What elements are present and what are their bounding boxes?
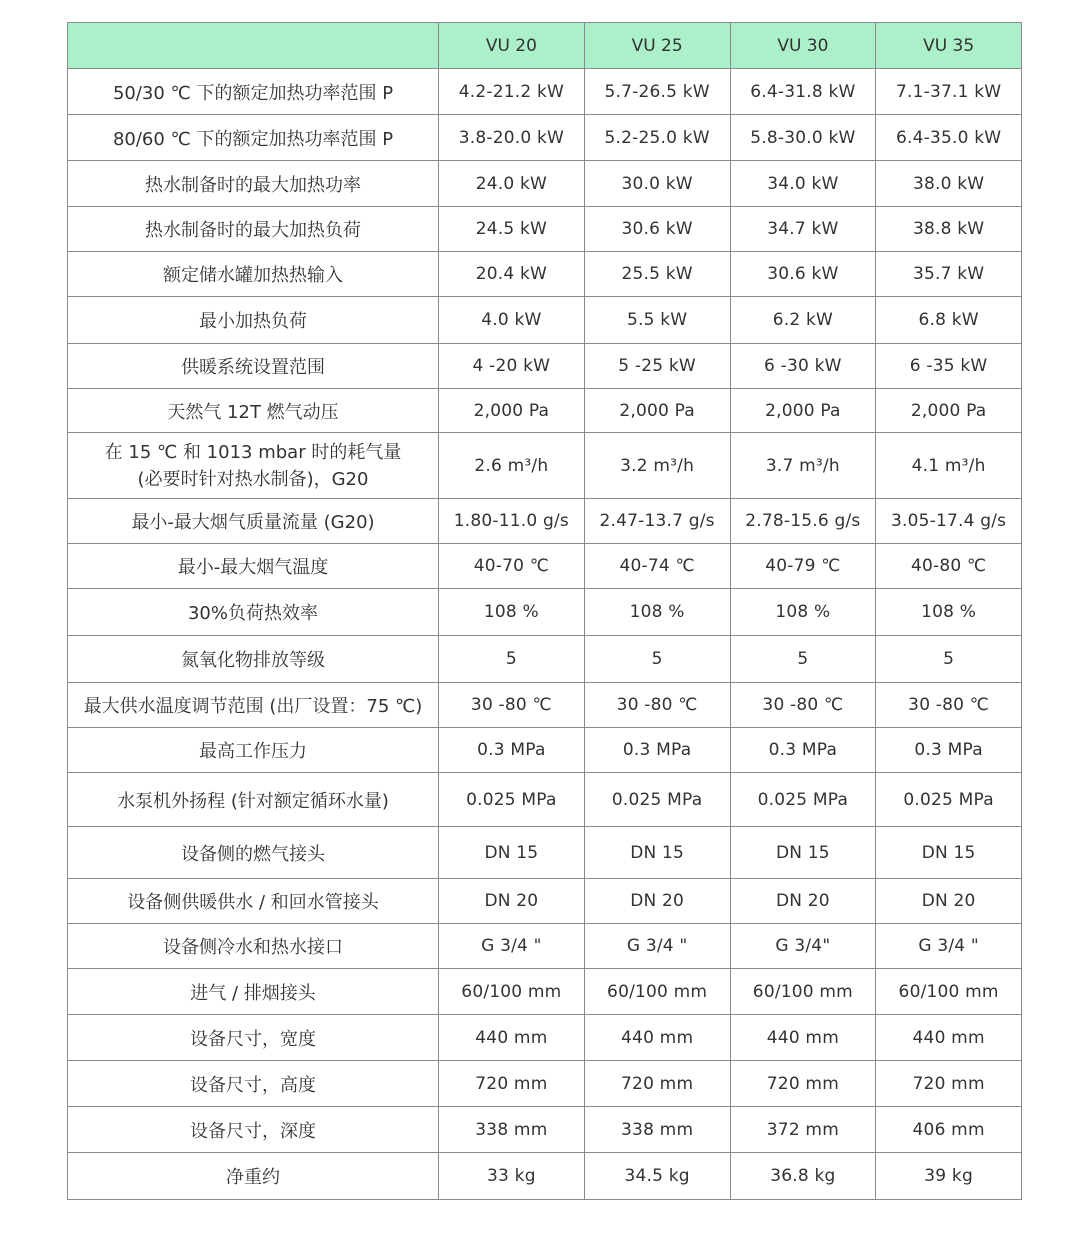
row-value-cell: 5 xyxy=(876,636,1022,683)
row-value-cell: 0.3 MPa xyxy=(730,728,876,773)
table-row xyxy=(68,115,1022,161)
row-value-cell: 7.1-37.1 kW xyxy=(876,69,1022,115)
row-value-cell: G 3/4 " xyxy=(876,924,1022,969)
row-label: 设备尺寸，深度 xyxy=(68,1107,439,1153)
row-value-cell: 406 mm xyxy=(876,1107,1022,1153)
row-label: 最小加热负荷 xyxy=(68,297,439,344)
table-row xyxy=(68,389,1022,433)
row-value-cell: 3.2 m³/h xyxy=(584,433,730,499)
row-value-cell: 4.2-21.2 kW xyxy=(439,69,585,115)
row-value-cell: 720 mm xyxy=(876,1061,1022,1107)
row-value-cell: DN 15 xyxy=(730,827,876,879)
row-label: 最大供水温度调节范围 (出厂设置：75 ℃) xyxy=(68,683,439,728)
row-value-cell: 5 xyxy=(730,636,876,683)
row-value-cell: 4.0 kW xyxy=(439,297,585,344)
row-value-cell: 24.5 kW xyxy=(439,207,585,252)
row-value-cell: 720 mm xyxy=(730,1061,876,1107)
table-row xyxy=(68,207,1022,252)
table-row xyxy=(68,1015,1022,1061)
row-value-cell: 108 % xyxy=(876,589,1022,636)
row-value-cell: 720 mm xyxy=(439,1061,585,1107)
table-body xyxy=(68,69,1022,1200)
row-value-cell: 2.47-13.7 g/s xyxy=(584,499,730,544)
row-value-cell: 2,000 Pa xyxy=(876,389,1022,433)
row-value-cell: 38.0 kW xyxy=(876,161,1022,207)
header-row xyxy=(68,23,1022,69)
row-label: 热水制备时的最大加热负荷 xyxy=(68,207,439,252)
row-value-cell: 4 -20 kW xyxy=(439,344,585,389)
table-header xyxy=(68,23,1022,69)
row-value-cell: 0.3 MPa xyxy=(584,728,730,773)
row-value-cell: 30 -80 ℃ xyxy=(876,683,1022,728)
row-value-cell: 30.6 kW xyxy=(730,252,876,297)
row-label: 净重约 xyxy=(68,1153,439,1200)
row-label: 最高工作压力 xyxy=(68,728,439,773)
row-label: 最小-最大烟气温度 xyxy=(68,544,439,589)
row-value-cell: 3.7 m³/h xyxy=(730,433,876,499)
row-value-cell: 60/100 mm xyxy=(876,969,1022,1015)
row-value-cell: 440 mm xyxy=(876,1015,1022,1061)
row-value-cell: 30 -80 ℃ xyxy=(584,683,730,728)
row-value-cell: 372 mm xyxy=(730,1107,876,1153)
table-row xyxy=(68,344,1022,389)
row-value-cell: 30.0 kW xyxy=(584,161,730,207)
table-row xyxy=(68,1107,1022,1153)
row-value-cell: DN 15 xyxy=(439,827,585,879)
row-label: 热水制备时的最大加热功率 xyxy=(68,161,439,207)
row-label: 最小-最大烟气质量流量 (G20) xyxy=(68,499,439,544)
row-value-cell: 0.025 MPa xyxy=(876,773,1022,827)
row-value-cell: 40-80 ℃ xyxy=(876,544,1022,589)
table-row xyxy=(68,924,1022,969)
row-value-cell: 2,000 Pa xyxy=(730,389,876,433)
row-value-cell: 5 xyxy=(439,636,585,683)
table-row xyxy=(68,636,1022,683)
row-value-cell: 60/100 mm xyxy=(439,969,585,1015)
row-value-cell: 338 mm xyxy=(584,1107,730,1153)
row-value-cell: 4.1 m³/h xyxy=(876,433,1022,499)
row-value-cell: 0.3 MPa xyxy=(439,728,585,773)
table-row xyxy=(68,252,1022,297)
row-value-cell: 34.0 kW xyxy=(730,161,876,207)
row-value-cell: 2.6 m³/h xyxy=(439,433,585,499)
table-row xyxy=(68,69,1022,115)
spec-table xyxy=(67,22,1022,1200)
row-label: 50/30 ℃ 下的额定加热功率范围 P xyxy=(68,69,439,115)
row-label: 30%负荷热效率 xyxy=(68,589,439,636)
row-value-cell: 40-79 ℃ xyxy=(730,544,876,589)
row-value-cell: 30 -80 ℃ xyxy=(439,683,585,728)
row-value-cell: 440 mm xyxy=(730,1015,876,1061)
header-model-vu35: VU 35 xyxy=(876,23,1022,69)
row-value-cell: 3.05-17.4 g/s xyxy=(876,499,1022,544)
row-value-cell: 2,000 Pa xyxy=(584,389,730,433)
row-label: 天然气 12T 燃气动压 xyxy=(68,389,439,433)
row-value-cell: 5.2-25.0 kW xyxy=(584,115,730,161)
row-value-cell: 35.7 kW xyxy=(876,252,1022,297)
row-label: 设备侧供暖供水 / 和回水管接头 xyxy=(68,879,439,924)
row-value-cell: 5.5 kW xyxy=(584,297,730,344)
row-value-cell: 20.4 kW xyxy=(439,252,585,297)
table-row xyxy=(68,683,1022,728)
row-value-cell: 6 -30 kW xyxy=(730,344,876,389)
header-model-vu20: VU 20 xyxy=(439,23,585,69)
header-model-vu25: VU 25 xyxy=(584,23,730,69)
row-label: 设备侧的燃气接头 xyxy=(68,827,439,879)
row-value-cell: 108 % xyxy=(439,589,585,636)
row-label: 设备侧冷水和热水接口 xyxy=(68,924,439,969)
row-label-line: (必要时针对热水制备)，G20 xyxy=(137,468,369,490)
row-label: 供暖系统设置范围 xyxy=(68,344,439,389)
table-row xyxy=(68,827,1022,879)
row-label: 80/60 ℃ 下的额定加热功率范围 P xyxy=(68,115,439,161)
row-value-cell: 5 xyxy=(584,636,730,683)
row-value-cell: 0.025 MPa xyxy=(439,773,585,827)
row-value-cell: 6 -35 kW xyxy=(876,344,1022,389)
row-value-cell: 440 mm xyxy=(584,1015,730,1061)
row-value-cell: 40-70 ℃ xyxy=(439,544,585,589)
row-value-cell: 6.8 kW xyxy=(876,297,1022,344)
row-value-cell: 5.7-26.5 kW xyxy=(584,69,730,115)
row-value-cell: DN 20 xyxy=(439,879,585,924)
table-row xyxy=(68,297,1022,344)
row-value-cell: 33 kg xyxy=(439,1153,585,1200)
table-row xyxy=(68,728,1022,773)
row-value-cell: 3.8-20.0 kW xyxy=(439,115,585,161)
row-label-line: 在 15 ℃ 和 1013 mbar 时的耗气量 xyxy=(104,441,402,463)
row-value-cell: 36.8 kg xyxy=(730,1153,876,1200)
row-value-cell: G 3/4" xyxy=(730,924,876,969)
header-model-vu30: VU 30 xyxy=(730,23,876,69)
row-value-cell: 5.8-30.0 kW xyxy=(730,115,876,161)
row-value-cell: DN 20 xyxy=(876,879,1022,924)
row-label: 水泵机外扬程 (针对额定循环水量) xyxy=(68,773,439,827)
row-value-cell: DN 15 xyxy=(584,827,730,879)
row-value-cell: 5 -25 kW xyxy=(584,344,730,389)
row-label: 设备尺寸，宽度 xyxy=(68,1015,439,1061)
table-row xyxy=(68,879,1022,924)
table-row xyxy=(68,161,1022,207)
row-value-cell: 0.025 MPa xyxy=(584,773,730,827)
row-value-cell: 60/100 mm xyxy=(584,969,730,1015)
table-row xyxy=(68,1153,1022,1200)
row-value-cell: 2,000 Pa xyxy=(439,389,585,433)
row-value-cell: 24.0 kW xyxy=(439,161,585,207)
header-corner-cell xyxy=(68,23,439,69)
row-value-cell: 60/100 mm xyxy=(730,969,876,1015)
table-row xyxy=(68,433,1022,499)
row-value-cell: 440 mm xyxy=(439,1015,585,1061)
row-value-cell: 720 mm xyxy=(584,1061,730,1107)
row-label: 进气 / 排烟接头 xyxy=(68,969,439,1015)
row-value-cell: DN 20 xyxy=(584,879,730,924)
row-value-cell: 6.2 kW xyxy=(730,297,876,344)
table-row xyxy=(68,499,1022,544)
row-value-cell: DN 20 xyxy=(730,879,876,924)
row-value-cell: 40-74 ℃ xyxy=(584,544,730,589)
row-value-cell: DN 15 xyxy=(876,827,1022,879)
row-value-cell: G 3/4 " xyxy=(584,924,730,969)
row-value-cell: 39 kg xyxy=(876,1153,1022,1200)
row-value-cell: 108 % xyxy=(584,589,730,636)
table-row xyxy=(68,1061,1022,1107)
row-value-cell: 30.6 kW xyxy=(584,207,730,252)
row-label: 氮氧化物排放等级 xyxy=(68,636,439,683)
row-value-cell: 338 mm xyxy=(439,1107,585,1153)
row-value-cell: 6.4-35.0 kW xyxy=(876,115,1022,161)
table-row xyxy=(68,773,1022,827)
row-value-cell: 34.7 kW xyxy=(730,207,876,252)
row-label: 额定储水罐加热热输入 xyxy=(68,252,439,297)
row-value-cell: 2.78-15.6 g/s xyxy=(730,499,876,544)
row-value-cell: 0.025 MPa xyxy=(730,773,876,827)
row-label: 设备尺寸，高度 xyxy=(68,1061,439,1107)
table-row xyxy=(68,544,1022,589)
row-value-cell: 25.5 kW xyxy=(584,252,730,297)
row-value-cell: G 3/4 " xyxy=(439,924,585,969)
row-value-cell: 6.4-31.8 kW xyxy=(730,69,876,115)
table-row xyxy=(68,969,1022,1015)
row-value-cell: 108 % xyxy=(730,589,876,636)
row-value-cell: 1.80-11.0 g/s xyxy=(439,499,585,544)
row-label xyxy=(68,433,439,499)
row-value-cell: 38.8 kW xyxy=(876,207,1022,252)
row-value-cell: 30 -80 ℃ xyxy=(730,683,876,728)
row-value-cell: 0.3 MPa xyxy=(876,728,1022,773)
table-row xyxy=(68,589,1022,636)
row-value-cell: 34.5 kg xyxy=(584,1153,730,1200)
